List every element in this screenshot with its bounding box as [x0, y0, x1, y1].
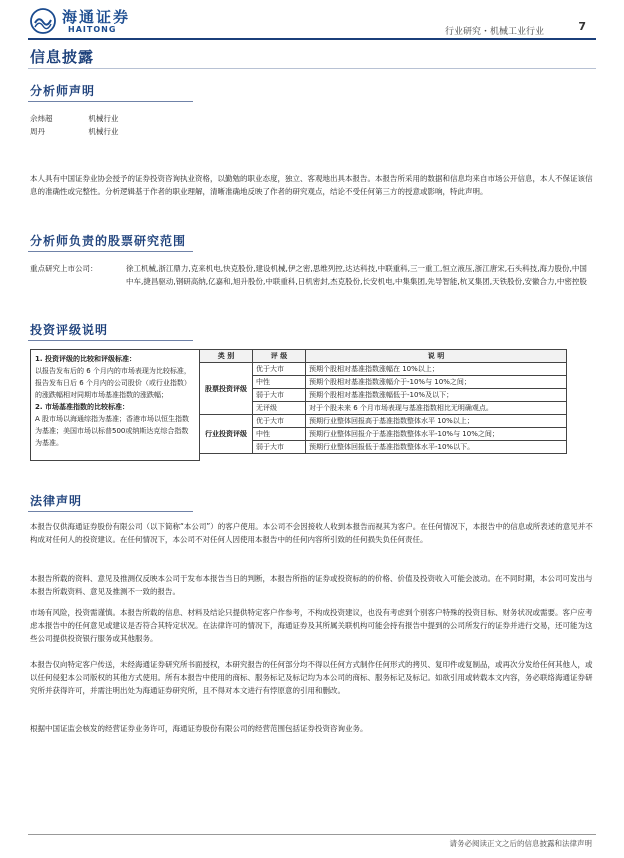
legal-paragraph: 市场有风险，投资需谨慎。本报告所载的信息、材料及结论只提供特定客户作参考，不构成投资建议，也没有考虑到个别客户特殊的投资目标、财务状况或需要。客户应考虑本报告中的任何意见或建议是否符合其特定状况。在法律许可的情况下，海通证券及其所属关联机构可能会持有报告中提到的公司所发行的证券并进行交易，还可能为这些公司提供投资银行服务或其他服务。: [30, 608, 593, 643]
section-divider: [28, 511, 193, 512]
analyst-statement-heading: 分析师声明: [30, 84, 96, 98]
rating-label: 弱于大市: [253, 389, 306, 402]
rating-table-header: [31, 350, 567, 363]
legal-paragraph: 本报告所载的资料、意见及推测仅反映本公司于发布本报告当日的判断，本报告所指的证券或投资标的的价格、价值及投资收入可能会波动。在不同时期，本公司可发出与本报告所载资料、意见及推测不一致的报告。: [30, 574, 593, 596]
analyst-row: [30, 112, 118, 125]
rating-notes-title-2: 2. 市场基准指数的比较标准：: [35, 403, 129, 411]
footer-divider: [28, 834, 596, 835]
rating-label: 优于大市: [253, 363, 306, 376]
logo-english-name: HAITONG: [68, 25, 117, 34]
column-header-rating: 评 级: [253, 350, 306, 363]
legal-paragraph: 根据中国证监会核发的经营证券业务许可，海通证券股份有限公司的经营范围包括证券投资咨询业务。: [30, 724, 368, 733]
rating-description: 预期行业整体回报介于基准指数整体水平-10%与 10%之间；: [306, 428, 567, 441]
analyst-sector: 机械行业: [88, 127, 119, 136]
report-section-label: 行业研究・机械工业行业: [444, 27, 544, 37]
rating-description: 对于个股未来 6 个月市场表现与基准指数相比无明确观点。: [306, 402, 567, 415]
section-divider: [28, 101, 193, 102]
section-divider: [28, 251, 193, 252]
analyst-list: [30, 112, 118, 138]
rating-description: 预期个股相对基准指数涨幅低于-10%及以下；: [306, 389, 567, 402]
rating-label: 弱于大市: [253, 441, 306, 454]
legal-paragraph: 本报告仅向特定客户传送，未经海通证券研究所书面授权，本研究报告的任何部分均不得以任何方式制作任何形式的拷贝、复印件或复制品，或再次分发给任何其他人，或以任何侵犯本公司版权的其他方式使用。所有本报告中使用的商标、服务标记及标记均为本公司的商标、服务标记及标记。如欲引用或转载本文内容，务必联络海通证券研究所并获得许可，并需注明出处为海通证券研究所，且不得对本文进行有悖原意的引用和删改。: [30, 660, 593, 695]
title-divider: [28, 68, 596, 69]
analyst-row: [30, 125, 118, 138]
rating-heading: 投资评级说明: [30, 323, 109, 337]
rating-notes-text-2: A 股市场以海通综指为基准；香港市场以恒生指数为基准；美国市场以标普500或纳斯达克综合指数为基准。: [35, 415, 190, 447]
rating-description: 预期个股相对基准指数涨幅在 10%以上；: [306, 363, 567, 376]
legal-heading: 法律声明: [30, 494, 83, 508]
analyst-statement-text: 本人具有中国证券业协会授予的证券投资咨询执业资格，以勤勉的职业态度，独立、客观地出具本报告。本报告所采用的数据和信息均来自市场公开信息，本人不保证该信息的准确性或完整性。分析逻辑基于作者的职业理解，清晰准确地反映了作者的研究观点，结论不受任何第三方的授意或影响，特此声明。: [30, 174, 593, 196]
rating-table: [30, 349, 567, 461]
analyst-name: 佘炜超: [30, 114, 53, 123]
coverage-company-list: 徐工机械,浙江鼎力,克来机电,快克股份,建设机械,伊之密,思维列控,达达科技,中联重科,三一重工,恒立液压,浙江唐宋,石头科技,海力股份,中国中车,捷昌驱动,钢研高纳,亿嘉和,旭升股份,中联重科,日机密封,杰克股份,长安机电,中集集团,先导智能,杭叉集团,天铁股份,安徽合力,中密控股: [126, 264, 587, 286]
logo-chinese-name: 海通证券: [62, 8, 131, 26]
page-number: 7: [578, 20, 586, 33]
legal-paragraph: 本报告仅供海通证券股份有限公司（以下简称“本公司”）的客户使用。本公司不会因接收人收到本报告而视其为客户。在任何情况下，本报告中的信息或所表述的意见并不构成对任何人的投资建议。在任何情况下，本公司不对任何人因使用本报告中的任何内容所引致的任何损失负任何责任。: [30, 522, 593, 544]
rating-notes-text-1: 以报告发布后的 6 个月内的市场表现为比较标准，报告发布日后 6 个月内的公司股价（或行业指数）的涨跌幅相对同期市场基准指数的涨跌幅；: [35, 367, 191, 399]
haitong-logo-icon: [30, 8, 56, 34]
rating-label: 优于大市: [253, 415, 306, 428]
page-header: [0, 0, 624, 40]
coverage-label: 重点研究上市公司：: [30, 264, 98, 273]
analyst-sector: 机械行业: [88, 114, 119, 123]
rating-description: 预期行业整体回报高于基准指数整体水平 10%以上；: [306, 415, 567, 428]
section-divider: [28, 340, 193, 341]
rating-notes: [31, 350, 200, 461]
rating-label: 无评级: [253, 402, 306, 415]
analyst-name: 周丹: [30, 127, 45, 136]
column-header-category: 类 别: [200, 350, 253, 363]
spacer-cell: [200, 454, 567, 461]
stock-rating-category: 股票投资评级: [200, 363, 253, 415]
page-title: 信息披露: [30, 48, 95, 66]
rating-label: 中性: [253, 428, 306, 441]
footer-note: 请务必阅读正文之后的信息披露和法律声明: [449, 839, 592, 848]
rating-label: 中性: [253, 376, 306, 389]
header-divider: [28, 38, 596, 40]
rating-description: 预期行业整体回报低于基准指数整体水平-10%以下。: [306, 441, 567, 454]
rating-notes-title-1: 1. 投资评级的比较和评级标准：: [35, 355, 136, 363]
industry-rating-category: 行业投资评级: [200, 415, 253, 454]
coverage-heading: 分析师负责的股票研究范围: [30, 234, 187, 248]
rating-description: 预期个股相对基准指数涨幅介于-10%与 10%之间；: [306, 376, 567, 389]
column-header-description: 说 明: [306, 350, 567, 363]
